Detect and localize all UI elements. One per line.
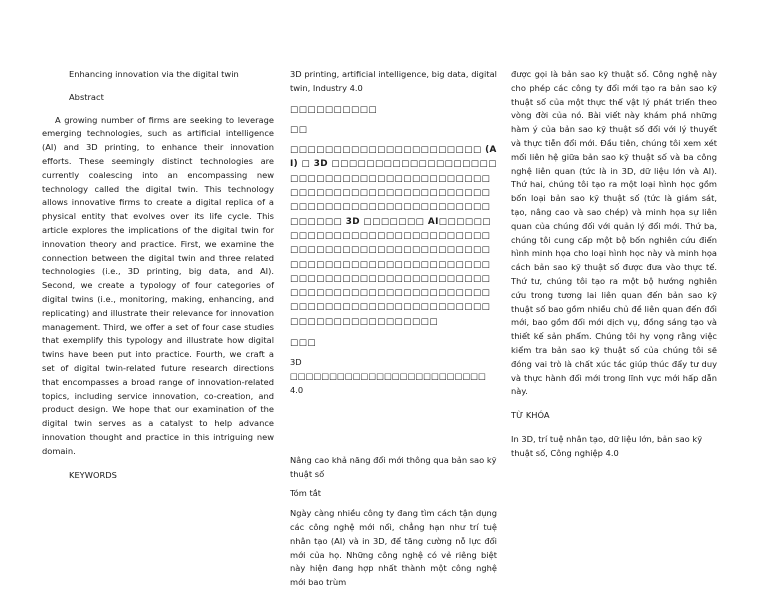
abstract-body: A growing number of firms are seeking to leverage emerging technologies, such as artificial intelligence (AI) and 3D printing, to enhance their innovation efforts. These seemingly distinct technologies are currently coalescing into an encompassing new technology called the digital twin. This technology allows innovative firms to create a digital replica of a physical entity that evolves over its life cycle. This article explores the implications of the digital twin for innovation theory and practice. First, we examine the connection between the digital twin and three related technologies (i.e., 3D printing, big data, and AI). Second, we create a typology of four categories of digital twins (i.e., monitoring, making, enhancing, and replicating) and illustrate their relevance for innovation management. Third, we offer a set of four case studies that exemplify this typology and illustrate how digital twins have been put into practice. Fourth, we craft a set of digital twin-related future research directions that encompasses a broad range of innovation-related topics, including service innovation, co-creation, and product design. We hope that our examination of the digital twin serves as a catalyst to help advance innovation thought and practice in this intriguing new domain.	[42, 114, 274, 456]
english-column	[42, 68, 274, 482]
vietnamese-title: Nâng cao khả năng đổi mới thông qua bản sao kỹ thuật số	[290, 454, 497, 479]
article-title: Enhancing innovation via the digital twin	[69, 69, 239, 79]
vietnamese-abstract-heading: Tóm tắt	[290, 488, 322, 499]
chinese-abstract-heading: □□	[290, 124, 308, 135]
abstract-heading: Abstract	[69, 91, 104, 102]
chinese-title: □□□□□□□□□□	[290, 104, 378, 115]
vietnamese-keywords-heading: TỪ KHÓA	[511, 410, 550, 421]
vietnamese-abstract-start: Ngày càng nhiều công ty đang tìm cách tận dụng các công nghệ mới nổi, chẳng hạn như trí tuệ nhân tạo (AI) và in 3D, để tăng cường nỗ lực đổi mới của họ. Những công nghệ có vẻ riêng biệt này hiện đang hợp nhất thành một công nghệ mới bao trùm	[290, 508, 497, 588]
middle-column	[290, 68, 497, 590]
vietnamese-abstract-continued: được gọi là bản sao kỹ thuật số. Công nghệ này cho phép các công ty đổi mới tạo ra bản sao kỹ thuật số của một thực thể vật lý phát triển theo vòng đời của nó. Bài viết này khám phá những hàm ý của bản sao kỹ thuật số đổi với lý thuyết và thực tiễn đổi mới. Đầu tiên, chúng tôi xem xét mối liên hệ giữa bản sao kỹ thuật số và ba công nghệ liên quan (tức là in 3D, dữ liệu lớn và AI). Thứ hai, chúng tôi tạo ra một loại hình học gồm bốn loại bản sao kỹ thuật số (tức là giám sát, tạo, nâng cao và sao chép) và minh họa sự liên quan của chúng đối với quản lý đổi mới. Thứ ba, chúng tôi cung cấp một bộ bốn nghiên cứu điển hình minh họa cho loại hình học này và minh họa cách bản sao kỹ thuật số được đưa vào thực tế. Thứ tư, chúng tôi tạo ra một bộ hướng nghiên cứu trong tương lai liên quan đến bản sao kỹ thuật số bao gồm nhiều chủ đề liên quan đến đổi mới, bao gồm đổi mới dịch vụ, đồng sáng tạo và thiết kế sản phẩm. Chúng tôi hy vọng rằng việc kiểm tra bản sao kỹ thuật số của chúng tôi sẽ đóng vai trò là chất xúc tác giúp thúc đẩy tư duy và thực hành đổi mới trong lĩnh vực mới hấp dẫn này.	[511, 69, 717, 397]
keywords-heading: KEYWORDS	[69, 469, 117, 480]
chinese-keywords: 3D □□□□□□□□□□□□□□□□□□□□□□□□□ 4.0	[290, 357, 486, 395]
right-column	[511, 68, 717, 461]
chinese-keywords-heading: □□□	[290, 338, 317, 349]
chinese-abstract-body: □□□□□□□□□□□□□□□□□□□□□□ (AI) □ 3D □□□□□□□□□□□□□□□□□□□□□□□□□□□□□□□□□□□□□□□□□□□□□□□□□□□□□□□□□□□□□□□□□□□□□□□□□□□□□□□□□□□□□□□□□□□□□□ 3D □□□□□□□ AI□□□□□□□□□□□□□□□□□□□□□□□□□□□□□□□□□□□□□□□□□□□□□□□□□□□□□□□□□□□□□□□□□□□□□□□□□□□□□□□□□□□□□□□□□□□□□□□□□□□□□□□□□□□□□□□□□□□□□□□□□□□□□□□□□□□□□□□□□□□□□□□□□□□□□□□□□□□□□□□□□	[290, 145, 497, 327]
english-keywords: 3D printing, artificial intelligence, big data, digital twin, Industry 4.0	[290, 69, 497, 93]
vietnamese-keywords: In 3D, trí tuệ nhân tạo, dữ liệu lớn, bản sao kỹ thuật số, Công nghiệp 4.0	[511, 433, 703, 458]
